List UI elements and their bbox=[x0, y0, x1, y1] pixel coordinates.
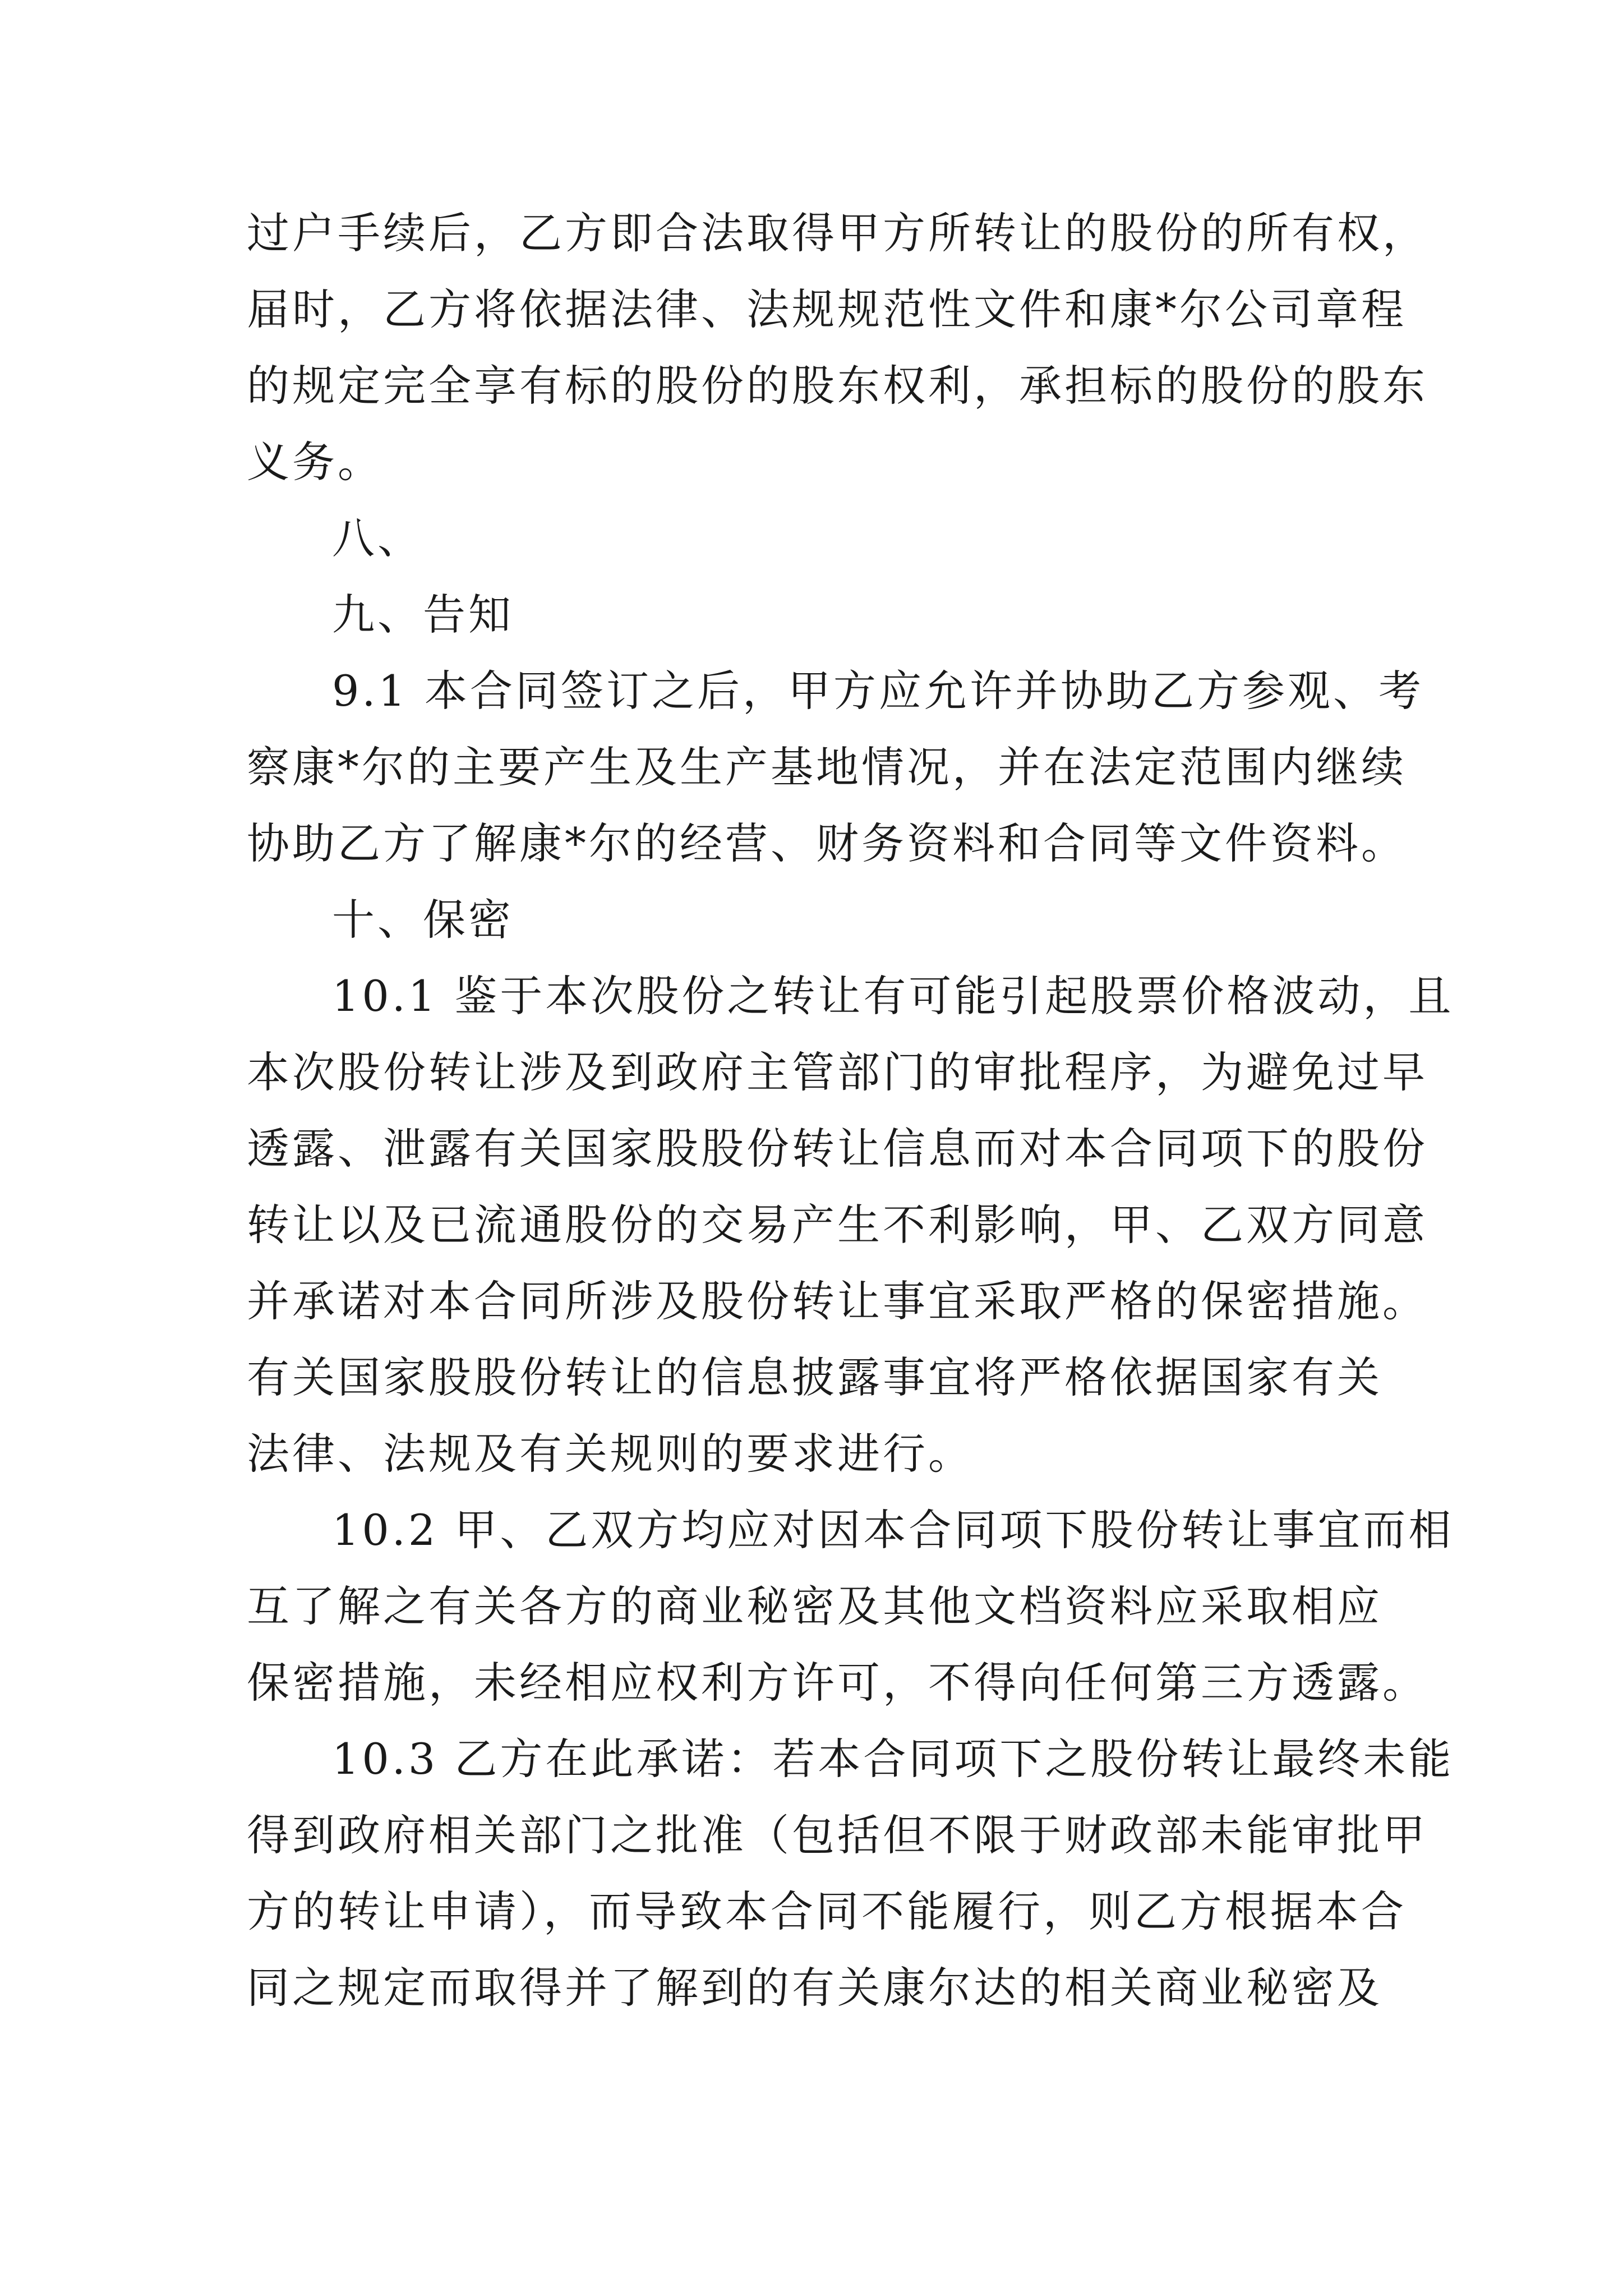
text-line: 本次股份转让涉及到政府主管部门的审批程序，为避免过早 bbox=[247, 1047, 1428, 1097]
clause-10-2: 10.2 甲、乙双方均应对因本合同项下股份转让事宜而相 bbox=[332, 1505, 1454, 1555]
text-line: 转让以及已流通股份的交易产生不利影响，甲、乙双方同意 bbox=[247, 1200, 1428, 1250]
text-line: 互了解之有关各方的商业秘密及其他文档资料应采取相应 bbox=[247, 1581, 1382, 1631]
text-line: 义务。 bbox=[247, 437, 383, 487]
text-line: 有关国家股股份转让的信息披露事宜将严格依据国家有关 bbox=[247, 1352, 1382, 1402]
clause-10-3: 10.3 乙方在此承诺：若本合同项下之股份转让最终未能 bbox=[332, 1734, 1454, 1784]
text-line: 保密措施，未经相应权利方许可，不得向任何第三方透露。 bbox=[247, 1658, 1428, 1708]
text-line: 法律、法规及有关规则的要求进行。 bbox=[247, 1429, 974, 1479]
text-line: 方的转让申请），而导致本合同不能履行，则乙方根据本合 bbox=[247, 1887, 1407, 1936]
text-line: 同之规定而取得并了解到的有关康尔达的相关商业秘密及 bbox=[247, 1963, 1382, 2013]
clause-9-1: 9.1 本合同签订之后，甲方应允许并协助乙方参观、考 bbox=[332, 666, 1424, 716]
text-line: 届时，乙方将依据法律、法规规范性文件和康*尔公司章程 bbox=[247, 284, 1407, 334]
text-line: 得到政府相关部门之批准（包括但不限于财政部未能审批甲 bbox=[247, 1810, 1428, 1860]
section-heading-10: 十、保密 bbox=[332, 895, 514, 945]
contract-text bbox=[247, 195, 1454, 2026]
text-line: 透露、泄露有关国家股股份转让信息而对本合同项下的股份 bbox=[247, 1124, 1428, 1174]
text-line: 察康*尔的主要产生及生产基地情况，并在法定范围内继续 bbox=[247, 742, 1407, 792]
text-line: 过户手续后，乙方即合法取得甲方所转让的股份的所有权， bbox=[247, 208, 1428, 258]
text-line: 并承诺对本合同所涉及股份转让事宜采取严格的保密措施。 bbox=[247, 1276, 1428, 1326]
section-heading-8: 八、 bbox=[332, 513, 423, 563]
section-heading-9: 九、告知 bbox=[332, 590, 514, 639]
text-line: 的规定完全享有标的股份的股东权利，承担标的股份的股东 bbox=[247, 361, 1428, 411]
text-line: 协助乙方了解康*尔的经营、财务资料和合同等文件资料。 bbox=[247, 818, 1407, 868]
clause-10-1: 10.1 鉴于本次股份之转让有可能引起股票价格波动，且 bbox=[332, 971, 1454, 1021]
